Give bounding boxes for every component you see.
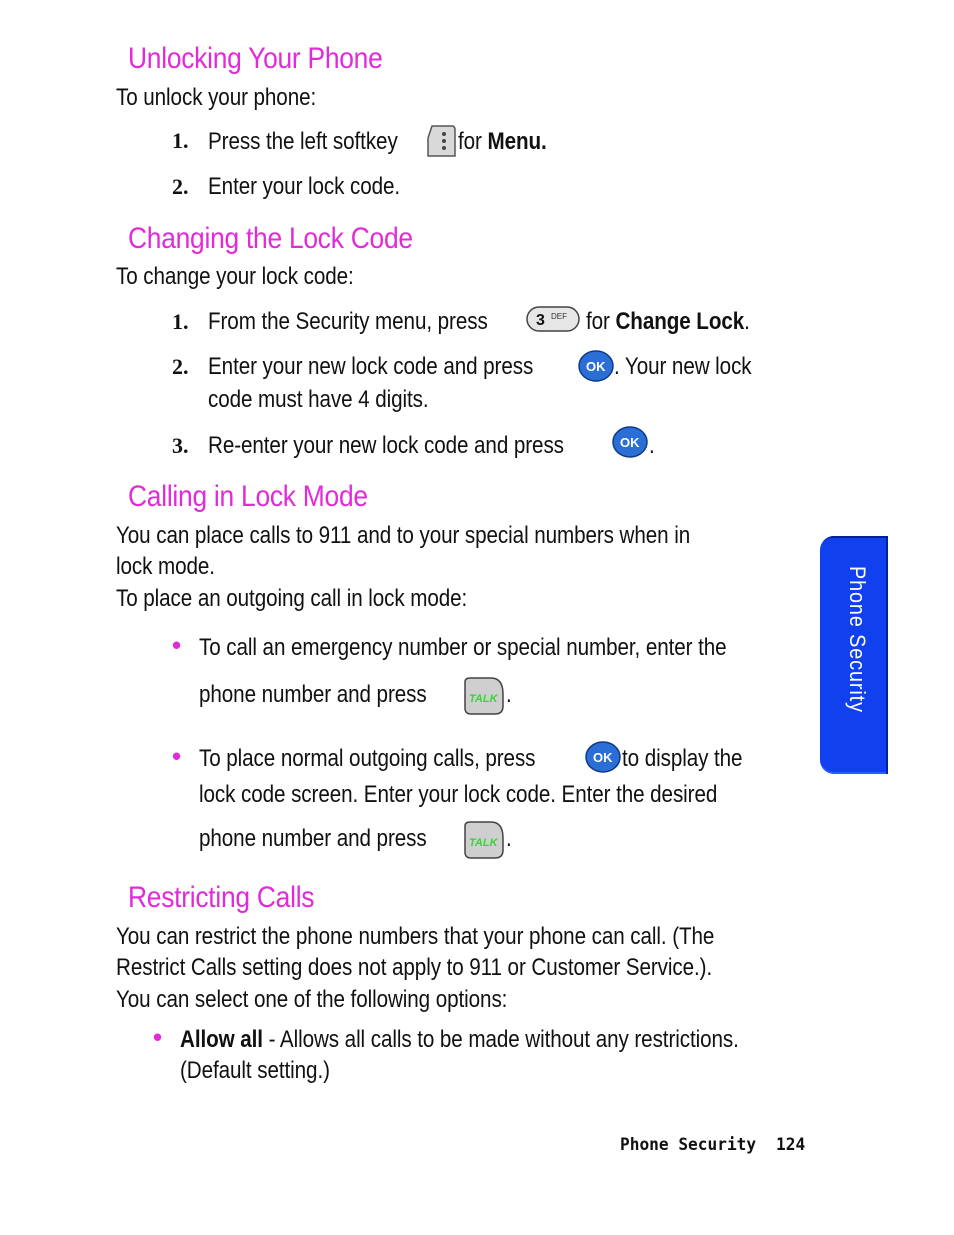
step-number: 1. [172,309,189,334]
svg-text:OK: OK [620,435,640,450]
step-text: for [586,308,616,335]
step-change-2-text: Enter your new lock code and press [208,353,534,380]
footer-page-number: 124 [776,1135,806,1155]
change-lock-label: Change Lock [615,308,745,335]
step-text: for [458,128,488,155]
intro-change: To change your lock code: [116,263,354,290]
side-tab [820,536,888,774]
step-change-1-tail [586,308,750,336]
talk-key-icon [461,676,505,721]
svg-text:TALK: TALK [469,837,498,849]
step-number: 3. [172,433,189,458]
heading-calling-lock-mode: Calling in Lock Mode [128,480,368,513]
step-change-2 [172,354,189,380]
bullet-2-line1-tail: to display the [622,745,743,772]
bullet-1-line2-tail: . [506,681,512,708]
step-unlock-2 [172,174,189,200]
key-3-def-icon [526,306,580,337]
step-change-3 [172,433,189,459]
bullet-icon: • [153,1022,163,1052]
intro-restrict-1: You can restrict the phone numbers that your phone can call. (The [116,923,715,950]
ok-button-icon [578,350,614,387]
intro-lock-mode-3: To place an outgoing call in lock mode: [116,585,468,612]
option-allow-all [180,1026,739,1054]
option-name: Allow all [180,1026,263,1053]
step-change-3-text: Re-enter your new lock code and press [208,432,564,459]
step-change-1 [172,309,189,335]
step-unlock-1 [172,128,189,154]
intro-lock-mode-1: You can place calls to 911 and to your special numbers when in [116,522,691,549]
svg-text:OK: OK [586,359,606,374]
step-change-2-tail: . Your new lock [614,353,752,380]
ok-button-icon [612,426,648,463]
intro-unlock: To unlock your phone: [116,84,317,111]
step-change-2-line2: code must have 4 digits. [208,386,429,413]
svg-text:DEF: DEF [551,312,567,321]
heading-restricting-calls: Restricting Calls [128,881,315,914]
step-number: 1. [172,128,189,153]
step-text: . [744,308,750,335]
talk-key-icon [461,820,505,865]
bullet-icon: • [172,741,182,771]
heading-changing-lock-code: Changing the Lock Code [128,222,413,255]
heading-unlocking-your-phone: Unlocking Your Phone [128,42,383,75]
left-softkey-icon [426,124,456,163]
option-allow-all-line2: (Default setting.) [180,1057,330,1084]
bullet-icon: • [172,630,182,660]
bullet-2-line3: phone number and press [199,825,427,852]
step-change-1-text: From the Security menu, press [208,308,488,335]
bullet-2-line3-tail: . [506,825,512,852]
side-tab-label: Phone Security [845,566,870,713]
bullet-1-line2: phone number and press [199,681,427,708]
intro-lock-mode-2: lock mode. [116,553,215,580]
svg-text:TALK: TALK [469,693,498,705]
bullet-2-line2: lock code screen. Enter your lock code. Enter the desired [199,781,718,808]
step-unlock-2-text: Enter your lock code. [208,173,401,200]
bullet-1-line1: To call an emergency number or special number, enter the [199,634,727,661]
step-number: 2. [172,354,189,379]
footer-section: Phone Security [620,1135,757,1155]
step-number: 2. [172,174,189,199]
step-change-3-tail: . [649,432,655,459]
svg-text:3: 3 [536,312,545,329]
svg-text:OK: OK [593,750,613,765]
step-unlock-1-text [208,128,398,156]
bullet-2-line1: To place normal outgoing calls, press [199,745,536,772]
ok-button-icon [585,741,621,778]
step-text: Press the left softkey [208,128,398,155]
step-unlock-1-tail [458,128,547,156]
option-description: - Allows all calls to be made without any restrictions. [262,1026,739,1053]
menu-label: Menu. [487,128,547,155]
intro-restrict-3: You can select one of the following options: [116,986,508,1013]
intro-restrict-2: Restrict Calls setting does not apply to 911 or Customer Service.). [116,954,713,981]
